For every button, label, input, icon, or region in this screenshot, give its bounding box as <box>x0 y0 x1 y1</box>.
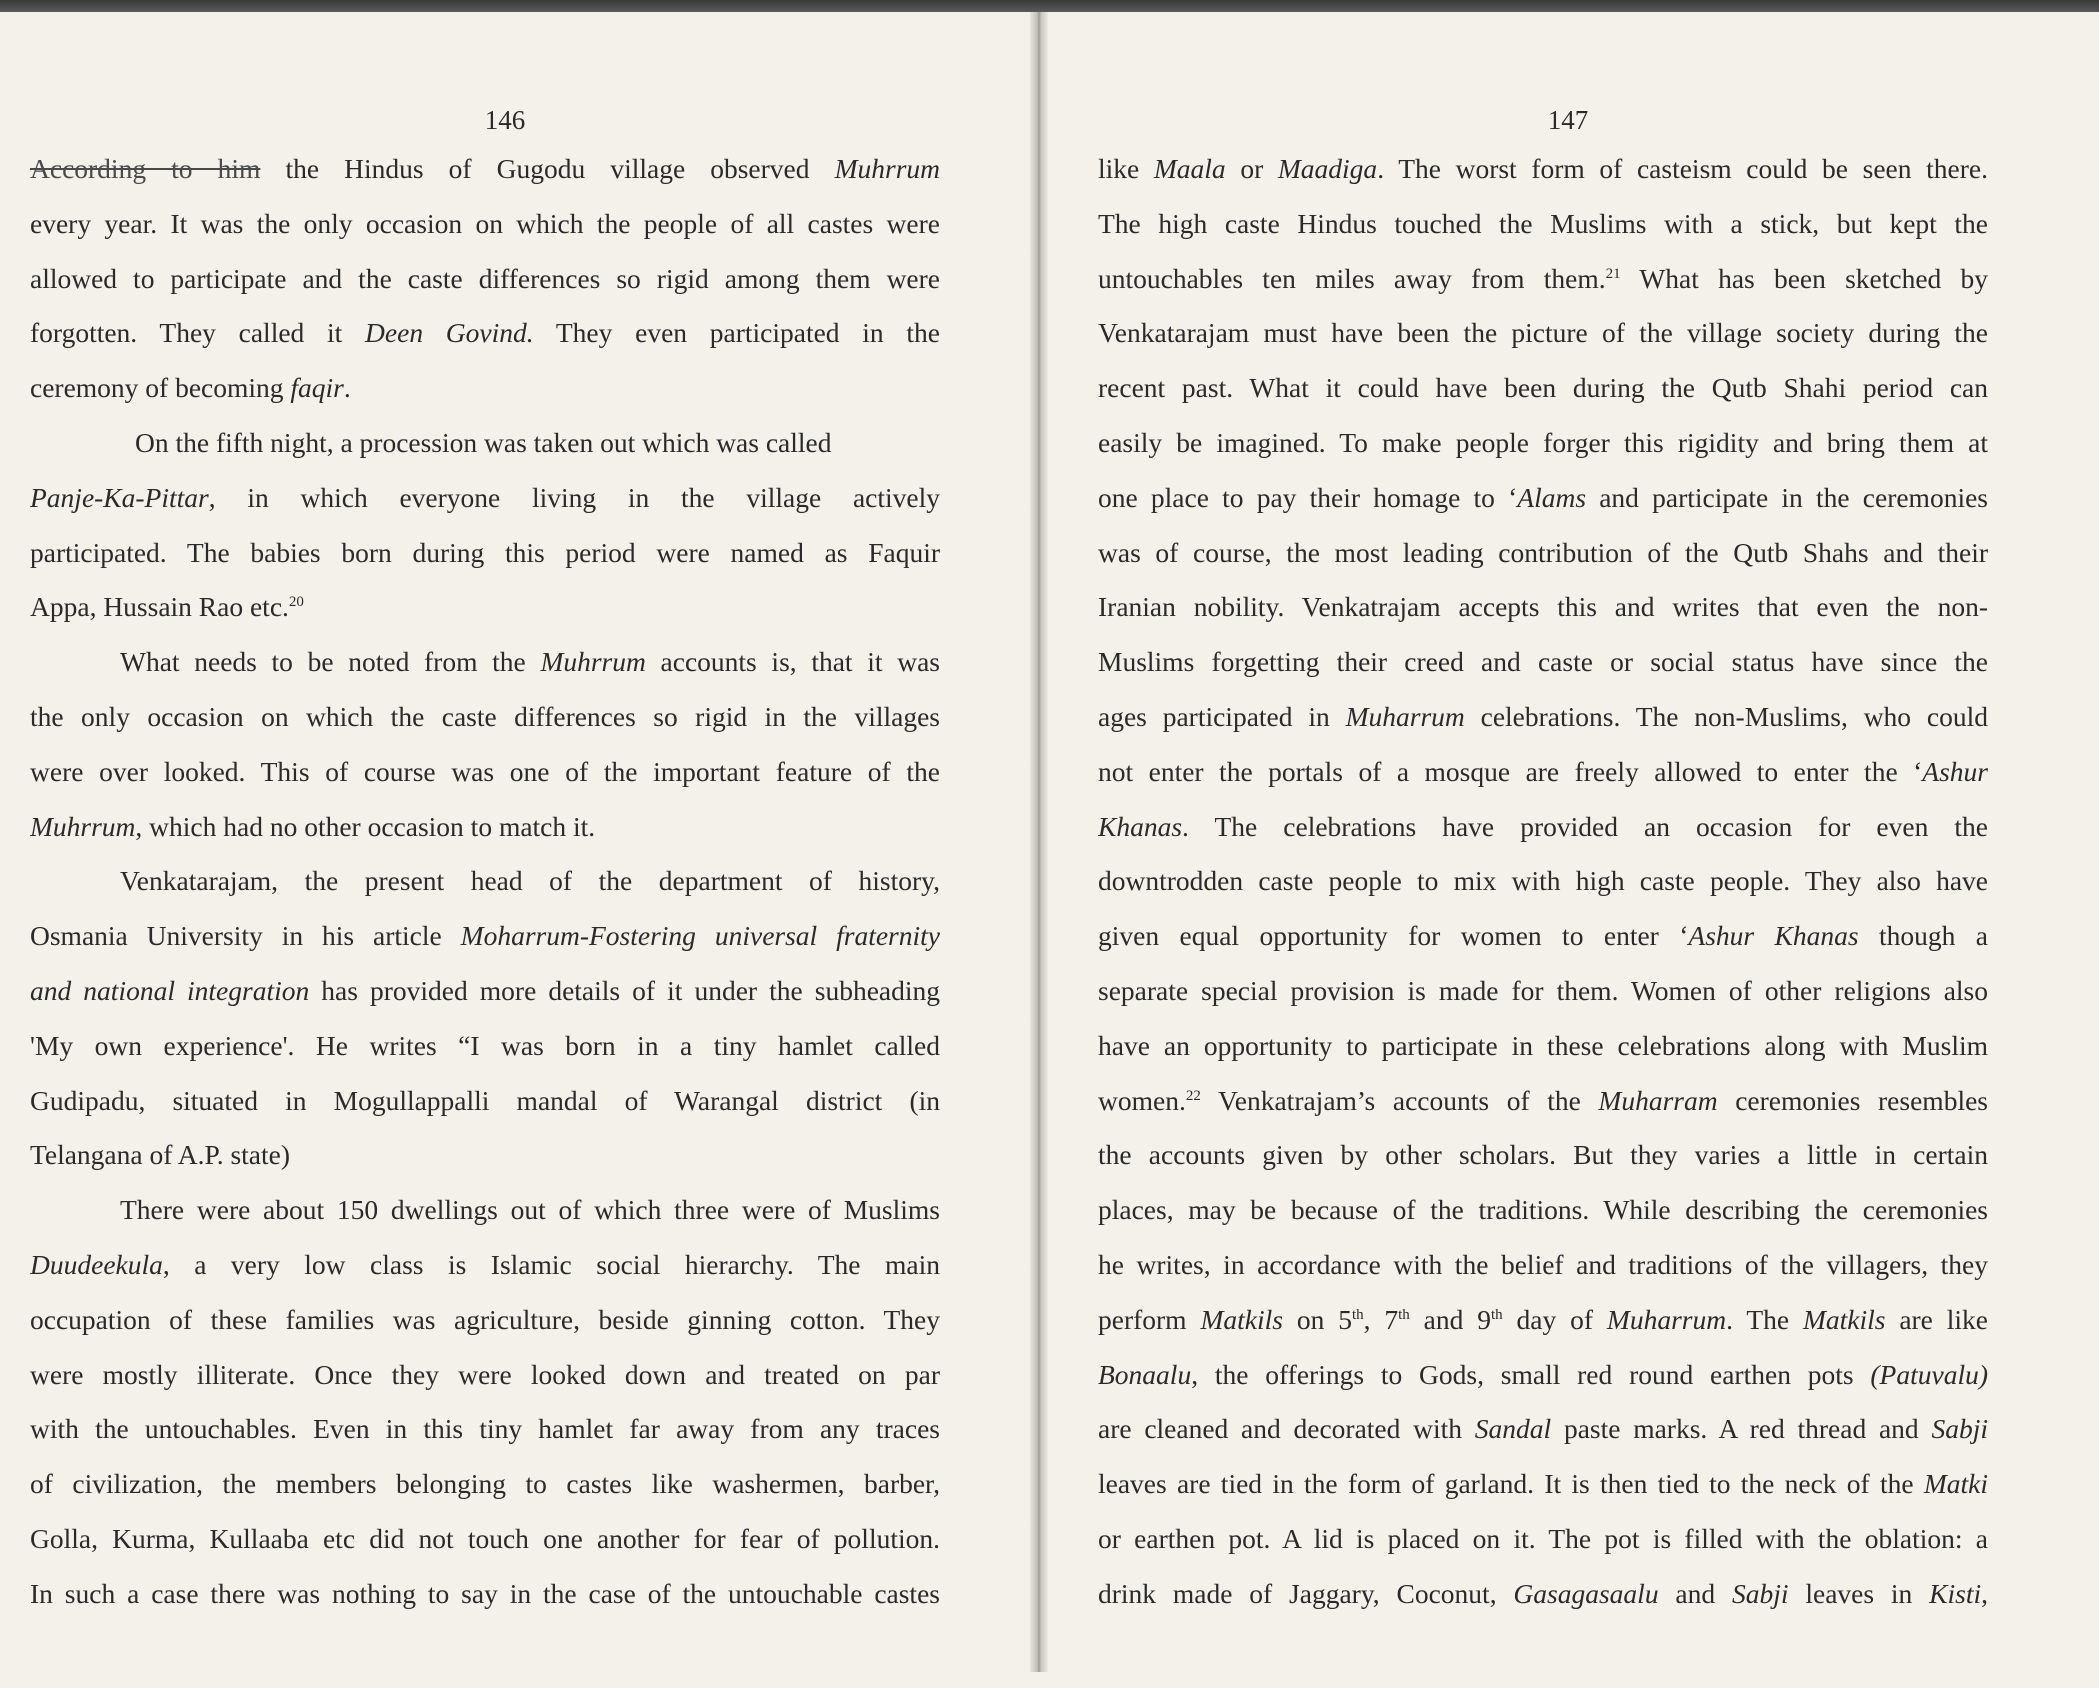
italic-text: Duudeekula <box>30 1248 163 1280</box>
text-line <box>1098 1019 1988 1074</box>
text-line <box>30 690 940 745</box>
text-line <box>1098 800 1988 855</box>
right-page-text <box>1098 142 1988 1622</box>
italic-text: Muhrrum <box>834 153 940 184</box>
text-line <box>1098 142 1988 197</box>
superscript: 20 <box>288 594 304 611</box>
left-page-text <box>30 142 940 1622</box>
text-segment: ceremony of becoming <box>30 372 291 404</box>
text-segment: and <box>1658 1577 1732 1609</box>
text-segment: the Hindus of Gugodu village observed <box>260 153 835 184</box>
text-line <box>30 1019 940 1074</box>
text-line <box>1098 1074 1988 1129</box>
text-line <box>30 1074 940 1129</box>
text-segment: not enter the portals of a mosque are freely allowed to enter the ‘ <box>1098 755 1923 787</box>
text-segment: given equal opportunity for women to enter ‘ <box>1098 920 1689 952</box>
text-segment: were over looked. This of course was one of the important feature of the <box>30 755 940 787</box>
text-segment: allowed to participate and the caste differences so rigid among them were <box>30 262 940 294</box>
text-segment: and participate in the ceremonies <box>1586 481 1988 513</box>
italic-text: Muharrum <box>1345 700 1465 732</box>
italic-text: Gasagasaalu <box>1513 1577 1659 1609</box>
text-segment: perform <box>1098 1303 1201 1335</box>
text-segment: drink made of Jaggary, Coconut, <box>1098 1577 1514 1609</box>
italic-text: Panje-Ka-Pittar <box>30 481 209 513</box>
text-line <box>30 142 940 197</box>
text-line <box>30 1512 940 1567</box>
text-line <box>1098 306 1988 361</box>
text-line <box>30 1457 940 1512</box>
italic-text: Ashur Khanas <box>1688 920 1859 952</box>
text-segment: The high caste Hindus touched the Muslims with a stick, but kept the <box>1098 207 1988 239</box>
italic-text: Muhrrum <box>30 810 136 842</box>
text-segment: Osmania University in his article <box>30 920 461 952</box>
italic-text: Matkils <box>1802 1303 1886 1335</box>
text-line <box>30 361 940 416</box>
text-segment: They even participated in the <box>533 317 940 349</box>
superscript: 21 <box>1605 265 1621 282</box>
italic-text: faqir <box>290 372 344 404</box>
text-segment: , 7 <box>1363 1303 1399 1335</box>
text-line <box>1098 580 1988 635</box>
text-segment: on 5 <box>1282 1303 1352 1335</box>
text-segment: women. <box>1098 1084 1186 1116</box>
text-segment: In such a case there was nothing to say in the case of the untouchable castes <box>30 1577 940 1609</box>
text-segment: of civilization, the members belonging to castes like washermen, barber, <box>30 1468 940 1500</box>
text-line <box>30 1348 940 1403</box>
text-segment: , the offerings to Gods, small red round earthen pots <box>1191 1358 1871 1390</box>
text-segment: forgotten. They called it <box>30 317 366 349</box>
text-segment: , <box>1981 1577 1988 1609</box>
italic-text: Muharrum <box>1606 1303 1727 1335</box>
text-segment: Muslims forgetting their creed and caste or social status have since the <box>1098 646 1988 678</box>
text-line <box>1098 1402 1988 1457</box>
text-segment: . <box>343 372 351 404</box>
text-line <box>30 964 940 1019</box>
text-line <box>1098 526 1988 581</box>
text-segment: untouchables ten miles away from them. <box>1098 262 1606 294</box>
text-segment: accounts is, that it was <box>645 646 940 678</box>
text-line <box>1098 1238 1988 1293</box>
text-line <box>30 1183 940 1238</box>
italic-text: Kisti <box>1929 1577 1982 1609</box>
page-number: 146 <box>484 105 526 135</box>
text-segment: ceremonies resembles <box>1717 1084 1988 1116</box>
text-line <box>30 306 940 361</box>
book-gutter <box>1030 12 1048 1672</box>
text-line <box>1098 1183 1988 1238</box>
text-line <box>1098 745 1988 800</box>
italic-text: Moharrum-Fostering universal fraternity <box>460 920 940 952</box>
text-segment: occupation of these families was agriculture, beside ginning cotton. They <box>30 1303 940 1335</box>
italic-text: and national integration <box>30 974 310 1006</box>
italic-text: Sandal <box>1474 1413 1552 1445</box>
text-segment: he writes, in accordance with the belief and traditions of the villagers, they <box>1098 1248 1988 1280</box>
text-segment: day of <box>1502 1303 1607 1335</box>
text-line <box>1098 690 1988 745</box>
text-segment: has provided more details of it under the subheading <box>309 974 940 1006</box>
text-segment: Venkatrajam’s accounts of the <box>1200 1084 1599 1116</box>
page-number: 147 <box>1547 105 1589 135</box>
text-line <box>1098 635 1988 690</box>
text-segment: places, may be because of the traditions. While describing the ceremonies <box>1098 1194 1988 1226</box>
text-line <box>30 1238 940 1293</box>
text-line <box>1098 252 1988 307</box>
text-segment: Venkatarajam, the present head of the department of history, <box>120 865 940 897</box>
text-segment: celebrations. The non-Muslims, who could <box>1464 700 1988 732</box>
text-line <box>1098 1457 1988 1512</box>
italic-text: Muhrrum <box>540 646 646 678</box>
text-line <box>30 1402 940 1457</box>
superscript: th <box>1398 1306 1410 1323</box>
text-line <box>30 854 940 909</box>
text-segment: with the untouchables. Even in this tiny hamlet far away from any traces <box>30 1413 940 1445</box>
text-segment: paste marks. A red thread and <box>1551 1413 1932 1445</box>
italic-text: Khanas <box>1098 810 1183 842</box>
text-segment: , in which everyone living in the village actively <box>208 481 940 513</box>
text-segment: have an opportunity to participate in these celebrations along with Muslim <box>1098 1029 1988 1061</box>
text-line <box>1098 361 1988 416</box>
italic-text: Maadiga <box>1277 153 1378 184</box>
superscript: 22 <box>1185 1087 1201 1104</box>
text-segment: every year. It was the only occasion on which the people of all castes were <box>30 207 940 239</box>
text-line <box>1098 416 1988 471</box>
text-segment: and 9 <box>1409 1303 1491 1335</box>
text-line <box>30 197 940 252</box>
text-segment: Telangana of A.P. state) <box>30 1139 291 1171</box>
text-line <box>30 416 940 471</box>
text-line <box>30 1293 940 1348</box>
italic-text: Ashur <box>1922 755 1988 787</box>
italic-text: Muharram <box>1598 1084 1718 1116</box>
italic-text: Sabji <box>1931 1413 1988 1445</box>
text-segment: leaves are tied in the form of garland. It is then tied to the neck of the <box>1098 1468 1924 1500</box>
text-line <box>30 909 940 964</box>
left-page <box>30 100 940 1660</box>
text-line <box>1098 1293 1988 1348</box>
text-line <box>30 526 940 581</box>
text-line <box>1098 197 1988 252</box>
italic-text: Maala <box>1153 153 1226 184</box>
text-line <box>1098 1567 1988 1622</box>
text-line <box>30 471 940 526</box>
italic-text: Matki <box>1923 1468 1988 1500</box>
text-segment: one place to pay their homage to ‘ <box>1098 481 1518 513</box>
text-line <box>1098 1512 1988 1567</box>
text-segment: or earthen pot. A lid is placed on it. The pot is filled with the oblation: a <box>1098 1522 1988 1554</box>
text-line <box>30 580 940 635</box>
text-segment: recent past. What it could have been during the Qutb Shahi period can <box>1098 372 1988 404</box>
text-segment: Iranian nobility. Venkatrajam accepts this and writes that even the non- <box>1098 591 1988 623</box>
text-segment: Venkatarajam must have been the picture of the village society during the <box>1098 317 1988 349</box>
text-line <box>30 635 940 690</box>
text-segment: Golla, Kurma, Kullaaba etc did not touch one another for fear of pollution. <box>30 1522 940 1554</box>
text-segment: On the fifth night, a procession was taken out which was called <box>135 426 832 458</box>
text-segment: the only occasion on which the caste differences so rigid in the villages <box>30 700 940 732</box>
text-segment: though a <box>1858 920 1988 952</box>
text-segment: . The celebrations have provided an occasion for even the <box>1182 810 1988 842</box>
text-segment: easily be imagined. To make people forger this rigidity and bring them at <box>1098 426 1988 458</box>
text-line <box>30 1128 940 1183</box>
struck-text: According to him <box>30 153 261 184</box>
scan-top-edge <box>0 0 2099 12</box>
italic-text: Bonaalu <box>1098 1358 1192 1390</box>
text-line <box>1098 909 1988 964</box>
italic-text: (Patuvalu) <box>1870 1358 1988 1390</box>
text-line <box>30 745 940 800</box>
italic-text: Alams <box>1517 481 1587 513</box>
text-segment: downtrodden caste people to mix with high caste people. They also have <box>1098 865 1988 897</box>
text-segment: are like <box>1885 1303 1988 1335</box>
text-segment: like <box>1098 153 1154 184</box>
text-line <box>1098 854 1988 909</box>
text-segment: What has been sketched by <box>1620 262 1988 294</box>
text-segment: . The worst form of casteism could be seen there. <box>1377 153 1988 184</box>
superscript: th <box>1491 1306 1503 1323</box>
italic-text: Sabji <box>1731 1577 1789 1609</box>
text-line <box>30 800 940 855</box>
text-segment: . The <box>1726 1303 1803 1335</box>
text-segment: were mostly illiterate. Once they were looked down and treated on par <box>30 1358 940 1390</box>
text-line <box>1098 471 1988 526</box>
text-line <box>30 252 940 307</box>
text-line <box>1098 964 1988 1019</box>
text-line <box>1098 1128 1988 1183</box>
superscript: th <box>1351 1306 1364 1323</box>
text-segment: , a very low class is Islamic social hierarchy. The main <box>162 1248 940 1280</box>
italic-text: Matkils <box>1200 1303 1283 1335</box>
text-segment: 'My own experience'. He writes “I was born in a tiny hamlet called <box>30 1029 940 1061</box>
text-segment: participated. The babies born during this period were named as Faquir <box>30 536 940 568</box>
text-segment: was of course, the most leading contribution of the Qutb Shahs and their <box>1098 536 1988 568</box>
text-segment: the accounts given by other scholars. But they varies a little in certain <box>1098 1139 1988 1171</box>
text-line <box>30 1567 940 1622</box>
text-segment: What needs to be noted from the <box>120 646 541 678</box>
text-segment: ages participated in <box>1098 700 1346 732</box>
text-line <box>1098 1348 1988 1403</box>
text-segment: There were about 150 dwellings out of which three were of Muslims <box>120 1194 940 1226</box>
text-segment: separate special provision is made for them. Women of other religions also <box>1098 974 1988 1006</box>
text-segment: or <box>1225 153 1278 184</box>
text-segment: , which had no other occasion to match it. <box>135 810 596 842</box>
text-segment: are cleaned and decorated with <box>1098 1413 1475 1445</box>
text-segment: leaves in <box>1788 1577 1930 1609</box>
italic-text: Deen Govind. <box>365 317 534 349</box>
right-page <box>1098 100 1988 1660</box>
text-segment: Gudipadu, situated in Mogullappalli mandal of Warangal district (in <box>30 1084 940 1116</box>
text-segment: Appa, Hussain Rao etc. <box>30 591 289 623</box>
